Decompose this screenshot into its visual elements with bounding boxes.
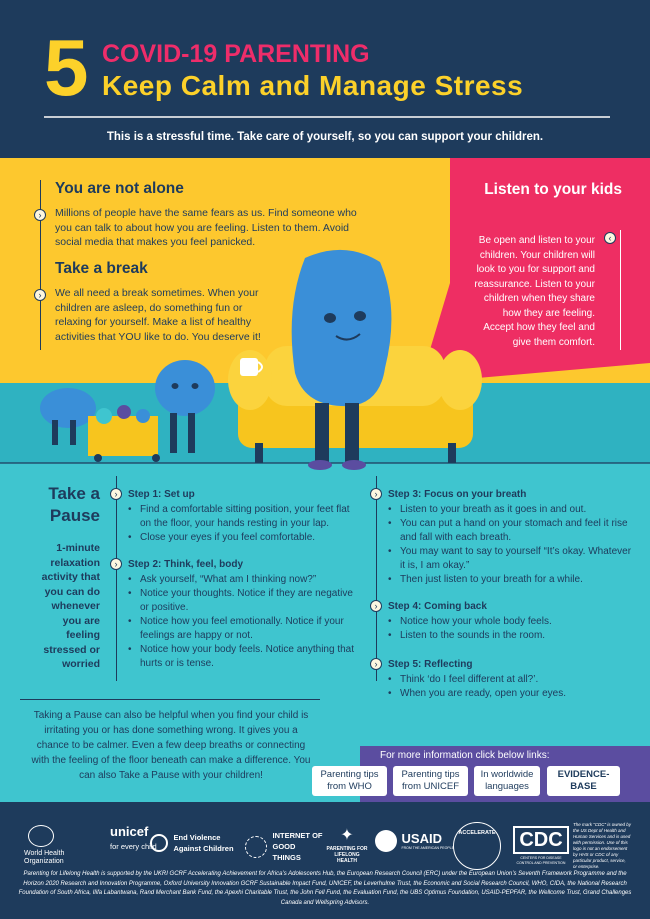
- internet-good-things-logo: INTERNET OF GOOD THINGS: [245, 830, 325, 863]
- break-body: We all need a break sometimes. When your children are asleep, do something fun or relaxing for yourself. Make a list of healthy activities that YOU like to do. You deserve it!: [55, 287, 261, 343]
- link-languages[interactable]: In worldwide languages: [474, 766, 540, 796]
- link-evidence-base[interactable]: EVIDENCE-BASE: [547, 766, 620, 796]
- steps-right-rule: [376, 476, 377, 681]
- usaid-logo: USAID FROM THE AMERICAN PEOPLE: [375, 830, 454, 852]
- header-subtitle: This is a stressful time. Take care of yourself, so you can support your children.: [106, 131, 544, 143]
- main-content: [0, 158, 650, 802]
- chevron-right-icon: ›: [370, 488, 382, 500]
- links-title: For more information click below links:: [380, 750, 550, 761]
- tip-number: 5: [44, 23, 89, 112]
- pause-title: Take a Pause: [48, 484, 100, 525]
- listen-title: Listen to your kids: [484, 181, 622, 198]
- chevron-right-icon: ›: [370, 658, 382, 670]
- step-2-list: [128, 573, 360, 671]
- seal-icon: [375, 830, 397, 852]
- circle-icon: [150, 834, 168, 852]
- mug: [240, 358, 258, 376]
- header-divider: [44, 116, 610, 118]
- chevron-right-icon: ›: [110, 488, 122, 500]
- list-item: • Think ‘do I feel different at all?’.: [388, 673, 633, 687]
- network-icon: [245, 836, 267, 858]
- step-5-title: Step 5: Reflecting: [388, 659, 473, 670]
- chevron-right-icon: ›: [370, 600, 382, 612]
- alone-body: Millions of people have the same fears as us. Find someone who you can talk to about how you are feeling. Listen to them. Avoid social media that makes you feel panicked.: [55, 207, 357, 248]
- parent-character: [292, 250, 392, 406]
- link-who-tips[interactable]: Parenting tips from WHO: [312, 766, 387, 796]
- listen-rule: [620, 230, 621, 350]
- accelerate-logo: ACCELERATE: [453, 822, 501, 870]
- list-item: • Notice your thoughts. Notice if they are negative or positive.: [128, 587, 360, 615]
- step-3-list: [388, 503, 633, 587]
- list-item: • Then just listen to your breath for a while.: [388, 573, 633, 587]
- list-item: • Notice how you feel emotionally. Notice if your feelings are happy or not.: [128, 615, 360, 643]
- list-item: • Ask yourself, “What am I thinking now?”: [128, 573, 360, 587]
- closing-paragraph: Taking a Pause can also be helpful when you find your child is irritating you or has done something wrong. It gives you a chance to be calmer. Even a few deep breaths or connecting with the feeling of the floor beneath can make a difference. You can also Take a Pause with your children!: [31, 710, 311, 781]
- step-4-list: [388, 615, 633, 643]
- break-title: Take a break: [55, 260, 148, 277]
- list-item: • Notice how your whole body feels.: [388, 615, 633, 629]
- child-character-2: [155, 360, 215, 416]
- toy-box: [88, 416, 158, 456]
- child-character: [40, 388, 96, 428]
- unicef-logo: unicef for every child: [110, 824, 157, 851]
- alone-title: You are not alone: [55, 180, 184, 197]
- end-violence-logo: End Violence Against Children: [150, 832, 244, 854]
- who-logo: World Health Organization: [24, 825, 78, 866]
- chevron-right-icon: ›: [34, 289, 46, 301]
- list-item: • Notice how your body feels. Notice anything that hurts or is tense.: [128, 643, 360, 671]
- page-title: Keep Calm and Manage Stress: [102, 70, 524, 101]
- list-item: • You may want to say to yourself “It’s okay. Whatever it is, I am okay.”: [388, 545, 633, 573]
- list-item: • Listen to your breath as it goes in and out.: [388, 503, 633, 517]
- header-title-top: COVID-19 PARENTING: [102, 40, 370, 68]
- cdc-logo: CDC CENTERS FOR DISEASE CONTROL AND PREVENTION: [513, 826, 569, 866]
- step-4-title: Step 4: Coming back: [388, 601, 487, 612]
- list-item: • You can put a hand on your stomach and feel it rise and fall with each breath.: [388, 517, 633, 545]
- listen-body: Be open and listen to your children. Your children will look to you for support and reassurance. Listen to your children when they share how they are feeling. Accept how they feel and give them comfort.: [474, 235, 595, 348]
- globe-icon: [28, 825, 54, 847]
- pause-subtitle: 1-minute relaxation activity that you can do whenever you are feeling stressed or worried: [41, 542, 100, 670]
- cdc-disclaimer: The mark “CDC” is owned by the US Dept of Health and Human Services and is used with permission. Use of this logo is not an endorsement by HHS or CDC of any particular product, service, or enterprise.: [573, 822, 632, 869]
- header: [0, 0, 650, 158]
- step-1-list: [128, 503, 358, 545]
- list-item: • Listen to the sounds in the room.: [388, 629, 633, 643]
- chevron-left-icon: ‹: [604, 232, 616, 244]
- family-icon: ✦: [340, 827, 354, 844]
- chevron-right-icon: ›: [34, 209, 46, 221]
- chevron-right-icon: ›: [110, 558, 122, 570]
- list-item: • When you are ready, open your eyes.: [388, 687, 633, 701]
- step-3-title: Step 3: Focus on your breath: [388, 489, 527, 500]
- step-5-list: [388, 673, 633, 701]
- alone-rule: [40, 180, 41, 350]
- step-2-title: Step 2: Think, feel, body: [128, 559, 244, 570]
- list-item: • Close your eyes if you feel comfortable.: [128, 531, 358, 545]
- step-1-title: Step 1: Set up: [128, 489, 195, 500]
- closing-rule: [20, 699, 320, 700]
- link-unicef-tips[interactable]: Parenting tips from UNICEF: [393, 766, 468, 796]
- funding-note: Parenting for Lifelong Health is supported by the UKRI GCRF Accelerating Achievement for Africa’s Adolescents Hub, the European Research Council (ERC) under the European Union’s Seventh Framework Programme and the Horizon 2020 Research and Innovation Programme, Oxford University Innovation GCRF Sustainable Impact Fund, UNICEF, the Leverhulme Trust, the Economic and Social Research Council, WHO, CIDA, the National Research Foundation of South Africa, Ilifa Labantwana, Rand Merchant Bank Fund, the Apexhi Charitable Trust, the John Fell Fund, the Evaluation Fund, the UBS Optimus Foundation, USAID-PEPFAR, the Wellcome Trust, Grand Challenges Canada and Wellspring Advisors.: [18, 871, 632, 906]
- steps-left-rule: [116, 476, 117, 681]
- list-item: • Find a comfortable sitting position, your feet flat on the floor, your hands resting in your lap.: [128, 503, 358, 531]
- plh-logo: ✦ PARENTING FOR LIFELONG HEALTH: [326, 827, 368, 864]
